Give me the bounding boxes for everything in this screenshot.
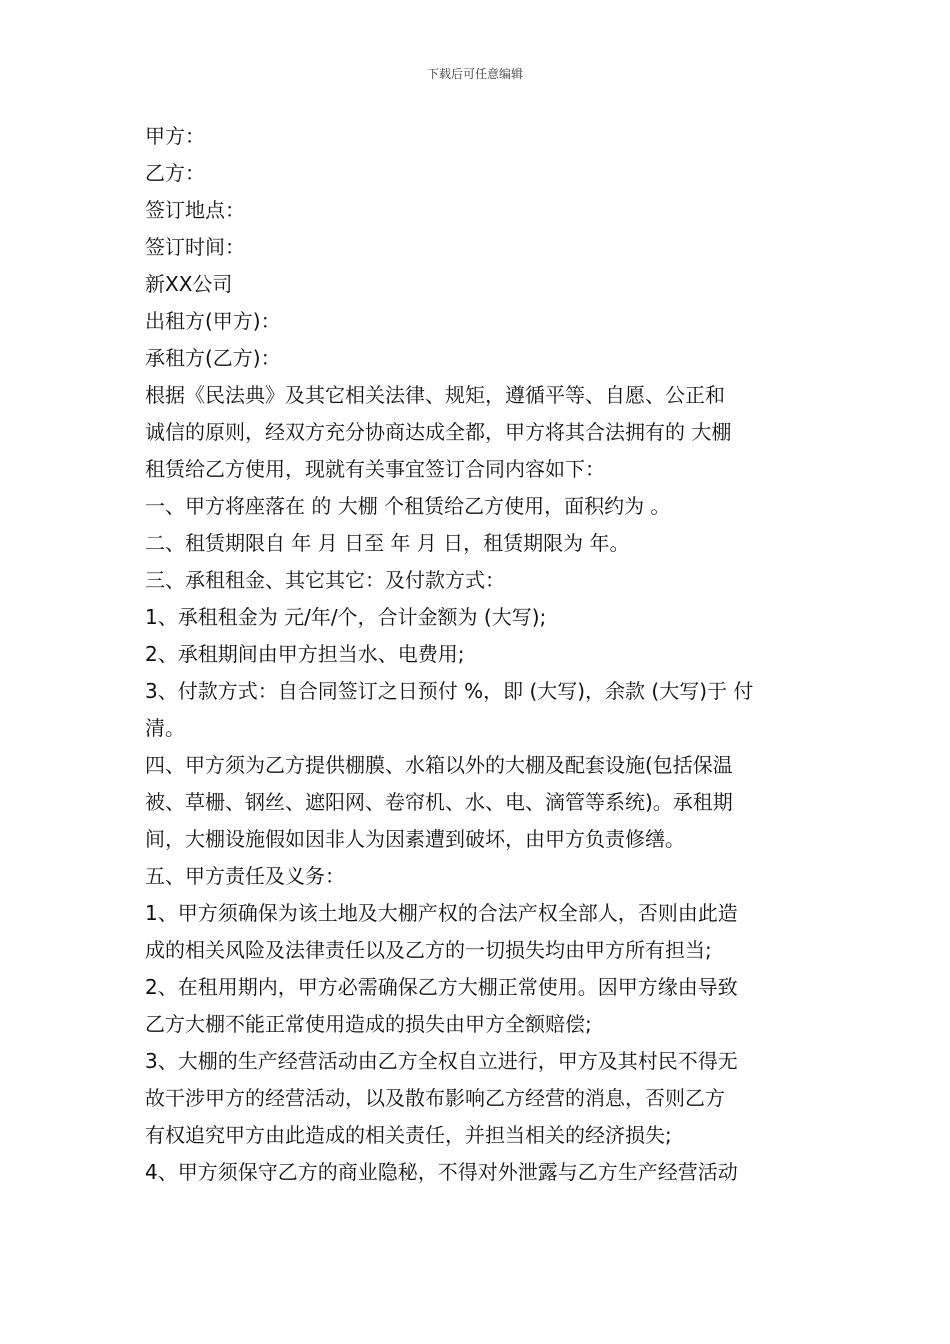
company-line: 新XX公司 [145,272,233,296]
clause-4-line: 间，大棚设施假如因非人为因素遭到破坏，由甲方负责修缮。 [145,827,685,851]
clause-3-item: 1、承租租金为 元/年/个，合计金额为 (大写); [145,605,547,629]
clause-4-line: 被、草栅、钢丝、遮阳网、卷帘机、水、电、滴管等系统)。承租期 [145,790,733,814]
signing-time-line: 签订时间： [145,235,245,259]
contract-body [145,118,810,1191]
clause-3-item: 2、承租期间由甲方担当水、电费用; [145,642,465,666]
page-header-note: 下载后可任意编辑 [426,67,523,81]
clause-5-item: 2、在租用期内，甲方必需确保乙方大棚正常使用。因甲方缘由导致 [145,975,738,999]
signing-place-line: 签订地点： [145,198,245,222]
party-b-line: 乙方： [145,161,205,185]
clause-3-heading: 三、承租租金、其它其它：及付款方式： [145,568,505,592]
clause-1-line: 一、甲方将座落在 的 大棚 个租赁给乙方使用，面积约为 。 [145,494,671,518]
preamble-line: 租赁给乙方使用，现就有关事宜签订合同内容如下： [145,457,605,481]
preamble-line: 诚信的原则，经双方充分协商达成全都，甲方将其合法拥有的 大棚 [145,420,732,444]
clause-5-heading: 五、甲方责任及义务： [145,864,345,888]
lessor-line: 出租方(甲方)： [145,309,281,333]
clause-5-item: 4、甲方须保守乙方的商业隐秘，不得对外泄露与乙方生产经营活动 [145,1160,738,1184]
clause-5-item: 1、甲方须确保为该土地及大棚产权的合法产权全部人，否则由此造 [145,901,738,925]
clause-2-line: 二、租赁期限自 年 月 日至 年 月 日，租赁期限为 年。 [145,531,630,555]
party-a-line: 甲方： [145,124,205,148]
clause-5-item: 故干涉甲方的经营活动，以及散布影响乙方经营的消息，否则乙方 [145,1086,725,1110]
clause-3-item: 清。 [145,716,185,740]
lessee-line: 承租方(乙方)： [145,346,281,370]
clause-5-item: 3、大棚的生产经营活动由乙方全权自立进行，甲方及其村民不得无 [145,1049,738,1073]
clause-5-item: 有权追究甲方由此造成的相关责任，并担当相关的经济损失; [145,1123,672,1147]
clause-4-line: 四、甲方须为乙方提供棚膜、水箱以外的大棚及配套设施(包括保温 [145,753,733,777]
clause-5-item: 成的相关风险及法律责任以及乙方的一切损失均由甲方所有担当; [145,938,712,962]
preamble-line: 根据《民法典》及其它相关法律、规矩，遵循平等、自愿、公正和 [145,383,725,407]
clause-3-item: 3、付款方式：自合同签订之日预付 %，即 (大写)，余款 (大写)于 付 [145,679,754,703]
clause-5-item: 乙方大棚不能正常使用造成的损失由甲方全额赔偿; [145,1012,592,1036]
